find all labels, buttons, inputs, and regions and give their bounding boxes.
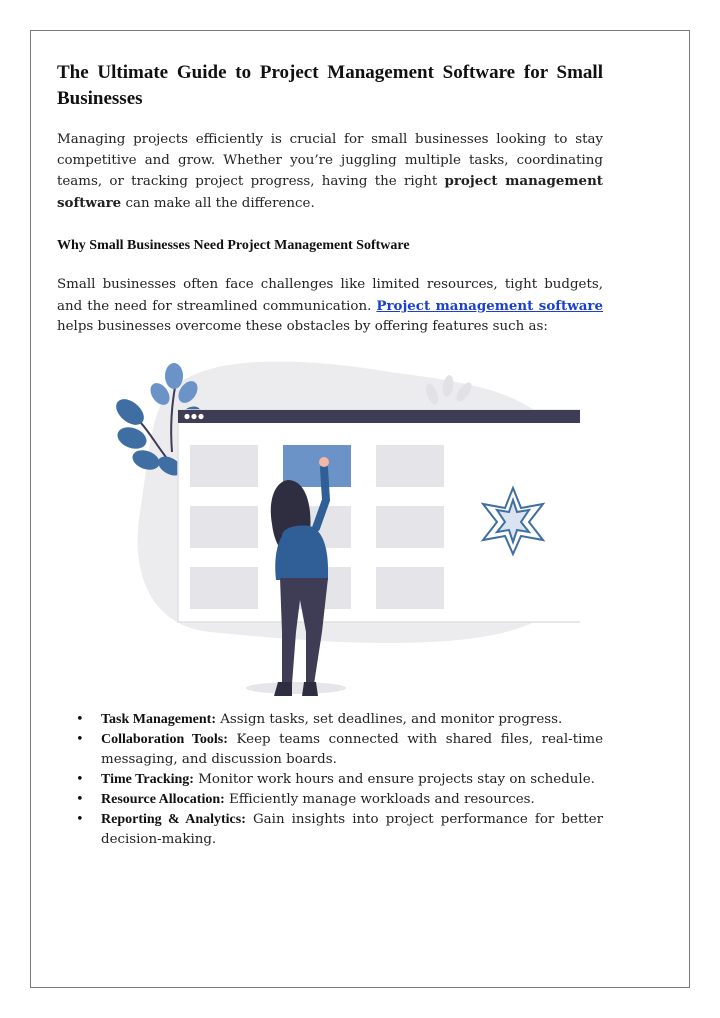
feature-description: Efficiently manage workloads and resources. xyxy=(224,792,535,807)
challenges-paragraph xyxy=(57,275,603,338)
intro-paragraph xyxy=(57,130,603,214)
feature-description: Keep teams connected with shared files, real-time messaging, and discussion boards. xyxy=(101,732,603,767)
feature-term: Task Management: xyxy=(101,712,216,727)
feature-description: Assign tasks, set deadlines, and monitor progress. xyxy=(216,712,563,727)
bullet-icon: • xyxy=(76,712,84,727)
feature-term: Time Tracking: xyxy=(101,772,194,787)
feature-term: Reporting & Analytics: xyxy=(101,812,246,827)
article-body xyxy=(57,60,603,338)
bullet-icon: • xyxy=(76,792,84,807)
para2-text-after: helps businesses overcome these obstacles by offering features such as: xyxy=(57,319,548,334)
list-item xyxy=(57,710,603,730)
features-list xyxy=(57,710,603,850)
list-item xyxy=(57,770,603,790)
list-item xyxy=(57,790,603,810)
bullet-icon: • xyxy=(76,812,84,827)
feature-term: Collaboration Tools: xyxy=(101,732,228,747)
intro-text-after: can make all the difference. xyxy=(121,195,315,211)
feature-description: Gain insights into project performance for better decision-making. xyxy=(101,812,603,847)
article-title: The Ultimate Guide to Project Management Software for Small Businesses xyxy=(57,62,603,109)
intro-bold-term: project management software xyxy=(57,173,603,211)
intro-text-before: Managing projects efficiently is crucial for small businesses looking to stay competitive and grow. Whether you’re juggling multiple tasks, coordinating teams, or tracking project progress, having the right xyxy=(57,132,603,189)
bullet-icon: • xyxy=(76,732,84,747)
project-management-software-link[interactable]: Project management software xyxy=(376,297,603,314)
feature-description: Monitor work hours and ensure projects stay on schedule. xyxy=(193,772,595,787)
list-item xyxy=(57,810,603,850)
para2-text-before: Small businesses often face challenges like limited resources, tight budgets, and the need for streamlined communication. xyxy=(57,277,603,314)
bullet-icon: • xyxy=(76,772,84,787)
section-heading: Why Small Businesses Need Project Management Software xyxy=(57,238,410,253)
project-board-illustration-icon xyxy=(60,332,580,704)
feature-term: Resource Allocation: xyxy=(101,792,225,807)
list-item xyxy=(57,730,603,770)
